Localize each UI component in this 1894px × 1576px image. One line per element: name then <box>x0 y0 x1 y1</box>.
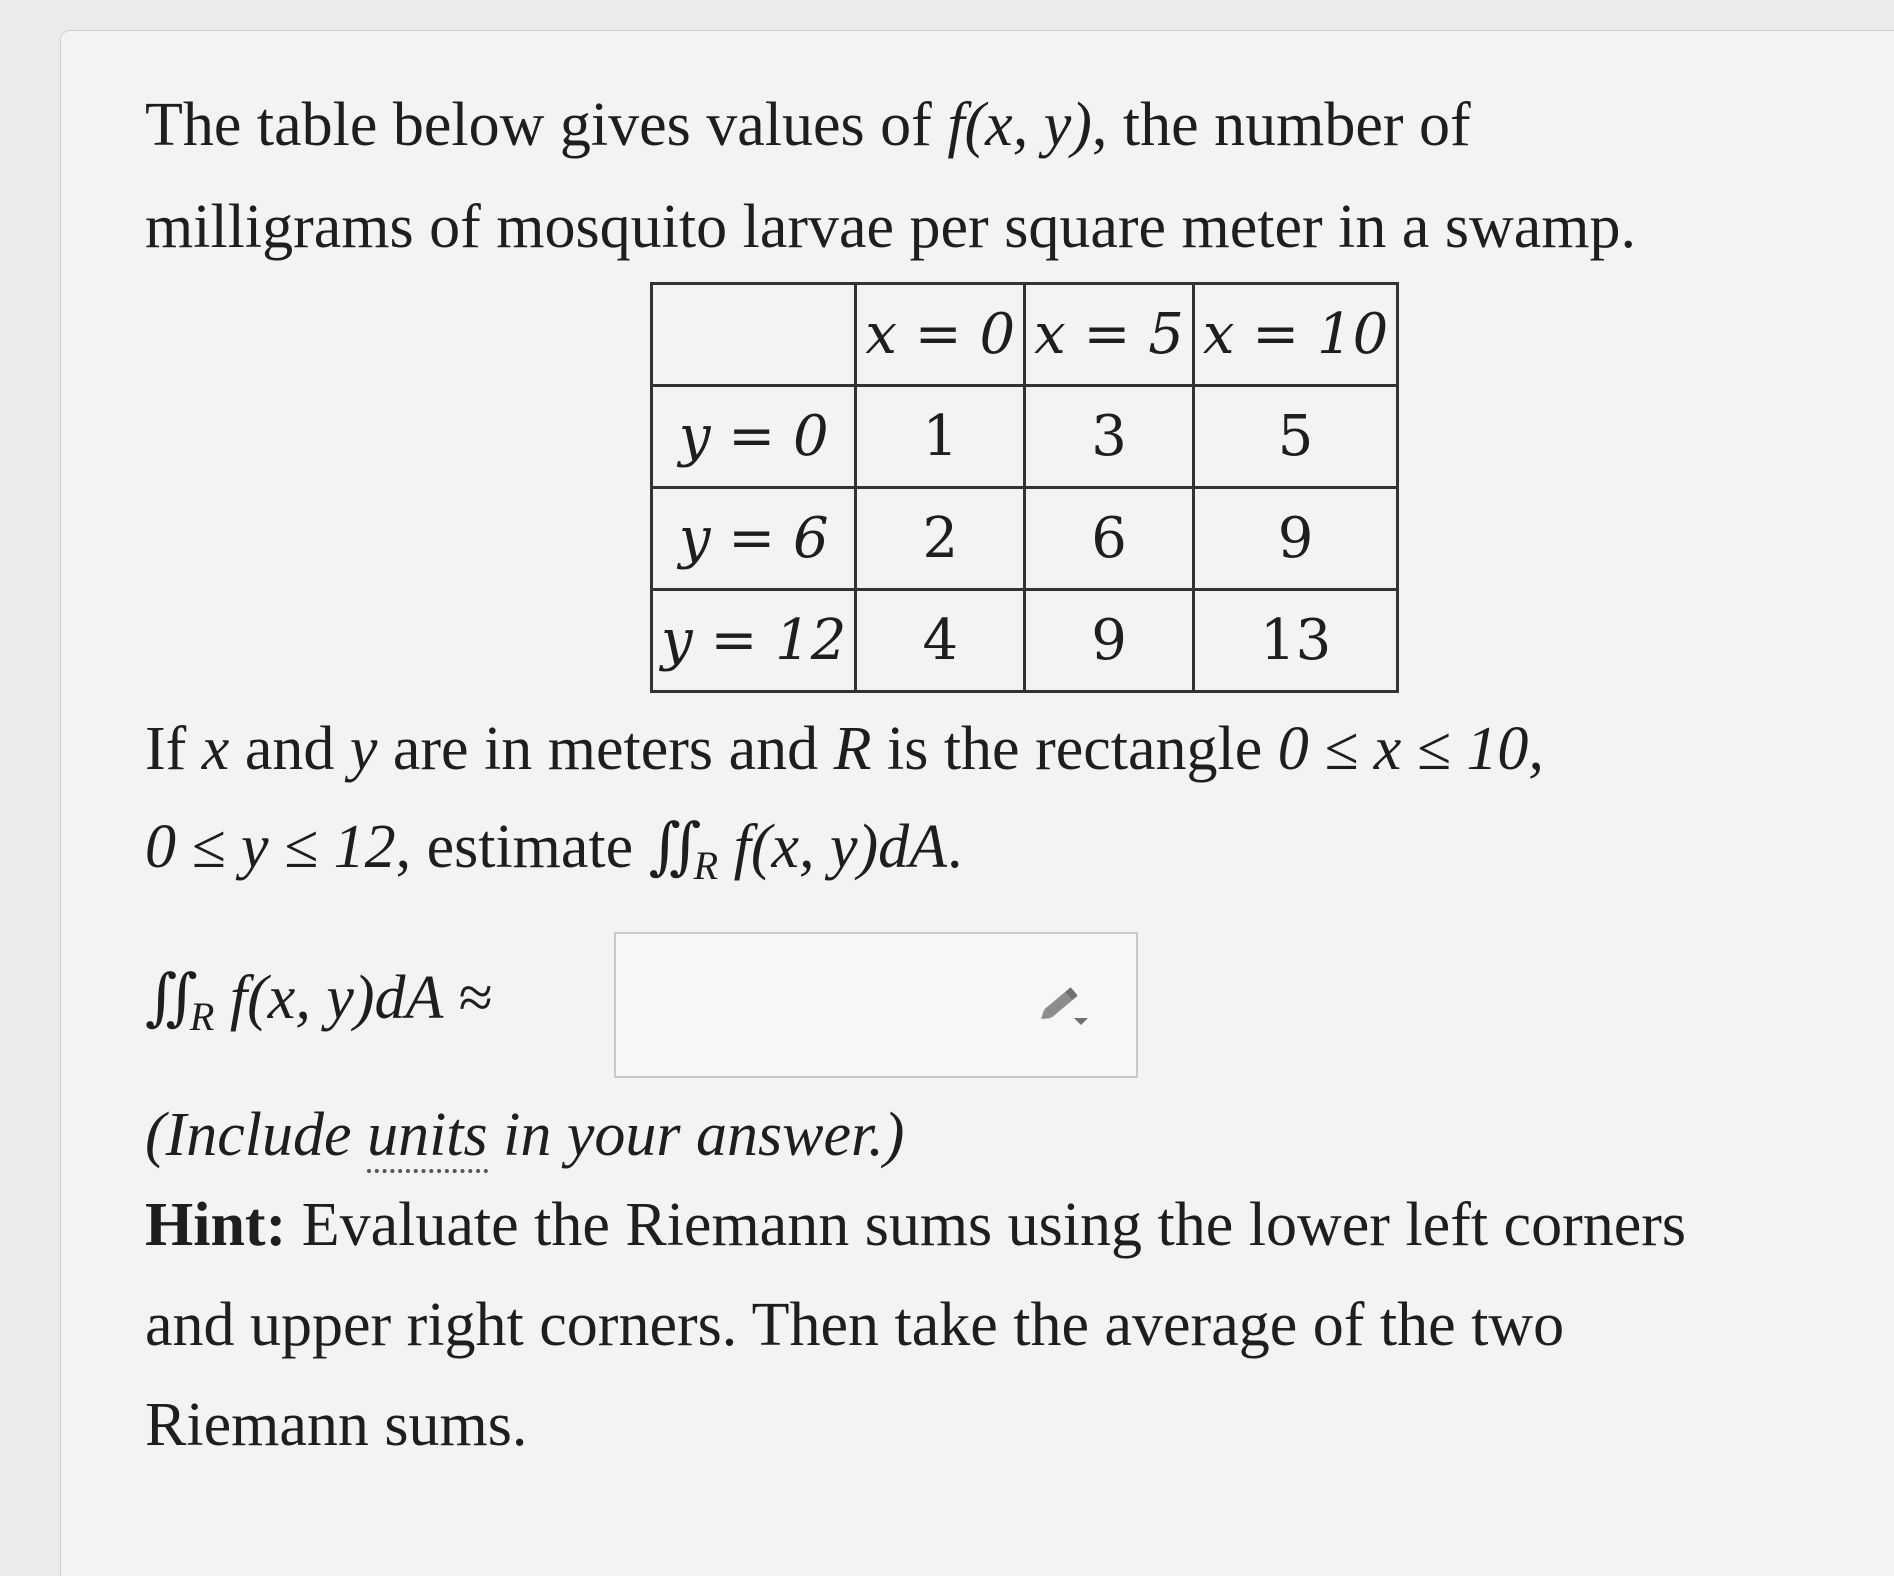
question-text: , the number of <box>1091 91 1471 159</box>
table-cell: 6 <box>1025 488 1194 590</box>
table-cell: 5 <box>1193 386 1397 488</box>
table-cell: 9 <box>1193 488 1397 590</box>
answer-input[interactable] <box>614 932 1138 1078</box>
table-cell: 13 <box>1193 590 1397 692</box>
units-glossary-link[interactable]: units <box>367 1101 488 1173</box>
table-cell <box>652 284 856 386</box>
note-text: in your answer.) <box>487 1101 905 1169</box>
table-header-cell: x = 10 <box>1193 284 1397 386</box>
table-cell: 9 <box>1025 590 1194 692</box>
row-label-cell: y = 6 <box>652 488 856 590</box>
answer-label <box>145 960 492 1040</box>
condition-line-1 <box>145 712 1544 786</box>
condition-text: and <box>229 715 350 783</box>
table-row <box>652 488 1398 590</box>
condition-line-2 <box>145 810 963 890</box>
variable-y: y <box>349 715 378 783</box>
function-notation: f(x, y) <box>947 91 1092 159</box>
table-row <box>652 386 1398 488</box>
x-range: 0 ≤ x ≤ 10, <box>1277 715 1544 783</box>
units-note <box>145 1098 904 1172</box>
integral-region: R <box>693 843 719 889</box>
condition-text: , estimate <box>395 813 649 881</box>
table-header-cell: x = 0 <box>856 284 1025 386</box>
table-cell: 2 <box>856 488 1025 590</box>
table-header-row <box>652 284 1398 386</box>
double-integral-symbol: ∬ <box>648 813 694 881</box>
hint-line-2: and upper right corners. Then take the average of the two <box>145 1291 1565 1359</box>
values-table <box>650 282 1399 693</box>
table-cell: 3 <box>1025 386 1194 488</box>
question-line-2: milligrams of mosquito larvae per square meter in a swamp. <box>145 193 1637 261</box>
table-cell: 4 <box>856 590 1025 692</box>
condition-text: are in meters and <box>377 715 834 783</box>
condition-text: If <box>145 715 202 783</box>
condition-text: . <box>947 813 963 881</box>
row-label-cell: y = 0 <box>652 386 856 488</box>
table-cell: 1 <box>856 386 1025 488</box>
question-text: The table below gives values of <box>145 91 948 159</box>
y-range: 0 ≤ y ≤ 12 <box>145 813 396 881</box>
table-header-cell: x = 5 <box>1025 284 1194 386</box>
hint-label: Hint: <box>145 1191 287 1259</box>
note-text: (Include <box>145 1101 368 1169</box>
pencil-icon[interactable] <box>1036 980 1096 1030</box>
variable-x: x <box>201 715 230 783</box>
row-label-cell: y = 12 <box>652 590 856 692</box>
variable-r: R <box>833 715 872 783</box>
hint-line-1 <box>145 1188 1686 1262</box>
integrand: f(x, y)dA <box>718 813 948 881</box>
double-integral-symbol: ∬ <box>145 964 190 1032</box>
integrand: f(x, y)dA ≈ <box>214 964 492 1032</box>
table-row <box>652 590 1398 692</box>
hint-text: Evaluate the Riemann sums using the lower left corners <box>286 1191 1687 1259</box>
condition-text: is the rectangle <box>871 715 1278 783</box>
question-line-1 <box>145 88 1471 162</box>
hint-line-3: Riemann sums. <box>145 1391 528 1459</box>
integral-region: R <box>189 994 215 1040</box>
